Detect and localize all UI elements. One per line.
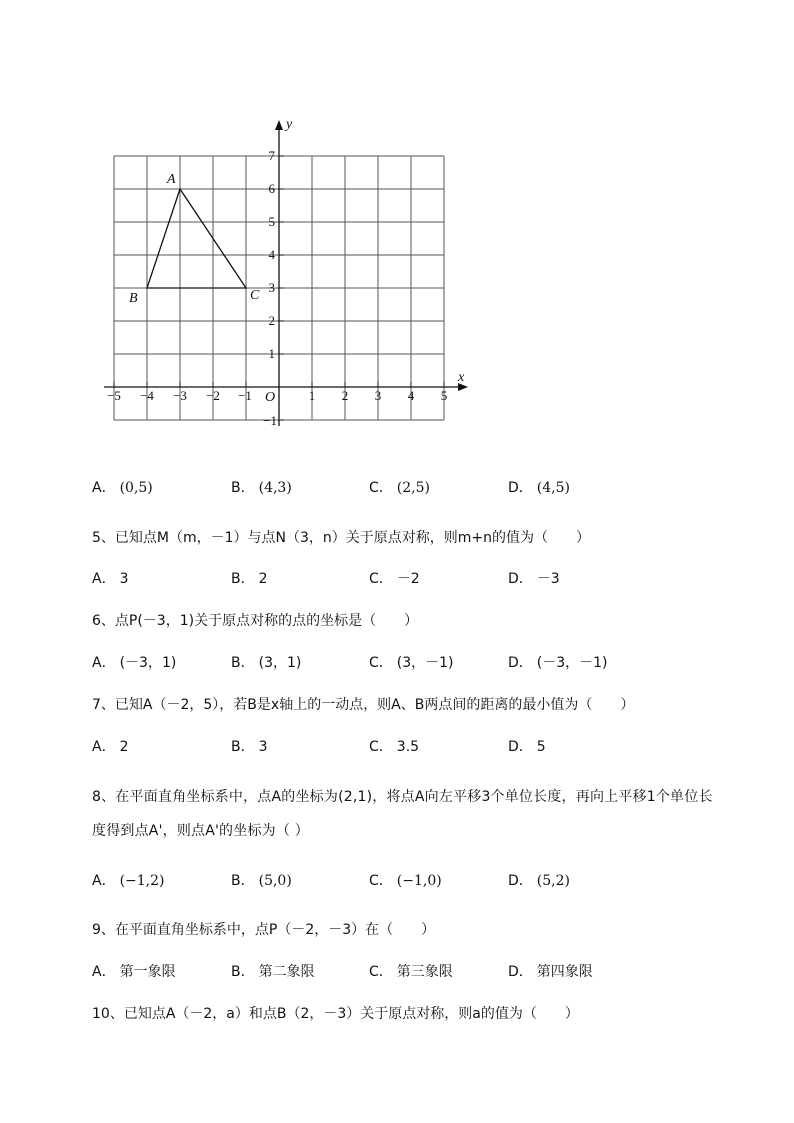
y-tick-label: 7	[268, 148, 275, 163]
q7-option-d[interactable]	[508, 736, 546, 756]
option-value: (−1,2)	[119, 873, 165, 889]
q8-option-a[interactable]	[92, 870, 165, 890]
question-8-line-2: 度得到点A'，则点A'的坐标为（ ）	[92, 823, 309, 839]
option-label: B．	[231, 739, 255, 755]
option-value: 2	[258, 571, 268, 587]
option-label: C．	[369, 964, 393, 980]
question-7: 7、已知A（－2，5），若B是x轴上的一动点，则A、B两点间的距离的最小值为（ ）	[92, 697, 635, 713]
origin-label: O	[265, 390, 276, 405]
option-label: A．	[92, 480, 116, 496]
option-value: (5,2)	[536, 873, 570, 889]
y-axis-label: y	[286, 117, 293, 132]
q9-option-d[interactable]	[508, 961, 593, 981]
option-label: A．	[92, 655, 116, 671]
q5-option-d[interactable]	[508, 568, 560, 588]
q7-option-c[interactable]	[369, 736, 419, 756]
q6-option-d[interactable]	[508, 652, 608, 672]
option-value: 第二象限	[258, 964, 315, 980]
option-label: D．	[508, 571, 533, 587]
option-value: (2,5)	[396, 480, 430, 496]
q7-option-a[interactable]	[92, 736, 129, 756]
question-8-line-1: 8、在平面直角坐标系中，点A的坐标为(2,1)，将点A向左平移3个单位长度，再向上平移1个单位长	[92, 789, 713, 805]
option-label: C．	[369, 873, 393, 889]
point-label-c: C	[250, 288, 260, 303]
option-label: A．	[92, 873, 116, 889]
option-value: (5,0)	[258, 873, 292, 889]
question-6: 6、点P(－3，1)关于原点对称的点的坐标是（ ）	[92, 613, 419, 629]
x-tick-label: 4	[407, 388, 415, 403]
q4-option-b[interactable]	[231, 477, 292, 497]
q4-option-d[interactable]	[508, 477, 570, 497]
y-tick-label: 6	[268, 181, 275, 196]
option-label: D．	[508, 655, 533, 671]
question-9: 9、在平面直角坐标系中，点P（－2，－3）在（ ）	[92, 922, 436, 938]
q7-option-b[interactable]	[231, 736, 268, 756]
x-tick-label: 3	[374, 388, 382, 403]
option-value: 第四象限	[536, 964, 593, 980]
triangle-abc	[147, 189, 246, 288]
option-value: (3，1)	[258, 655, 302, 671]
option-value: －3	[536, 571, 560, 587]
option-label: A．	[92, 571, 116, 587]
question-5: 5、已知点M（m，－1）与点N（3，n）关于原点对称，则m+n的值为（ ）	[92, 530, 591, 546]
option-value: (4,5)	[536, 480, 570, 496]
x-axis-label: x	[458, 370, 465, 385]
option-label: B．	[231, 964, 255, 980]
x-tick-label: −1	[238, 388, 252, 403]
q6-option-a[interactable]	[92, 652, 176, 672]
option-value: (3，－1)	[396, 655, 454, 671]
x-tick-label: −4	[140, 388, 154, 403]
option-label: B．	[231, 655, 255, 671]
option-label: B．	[231, 571, 255, 587]
option-label: B．	[231, 480, 255, 496]
question-10: 10、已知点A（－2，a）和点B（2，－3）关于原点对称，则a的值为（ ）	[92, 1006, 579, 1022]
option-label: B．	[231, 873, 255, 889]
y-tick-label: 3	[268, 280, 275, 295]
q8-option-c[interactable]	[369, 870, 442, 890]
option-value: 2	[119, 739, 129, 755]
q8-option-b[interactable]	[231, 870, 292, 890]
q4-option-a[interactable]	[92, 477, 153, 497]
option-value: (4,3)	[258, 480, 292, 496]
option-label: C．	[369, 571, 393, 587]
q8-option-d[interactable]	[508, 870, 570, 890]
q6-option-b[interactable]	[231, 652, 301, 672]
option-value: 3	[258, 739, 268, 755]
option-value: 第一象限	[119, 964, 176, 980]
y-tick-label: −1	[263, 413, 277, 428]
q5-option-c[interactable]	[369, 568, 420, 588]
option-value: 第三象限	[396, 964, 453, 980]
x-tick-label: −2	[206, 388, 220, 403]
option-value: (－3，1)	[119, 655, 177, 671]
y-tick-label: 2	[268, 313, 275, 328]
option-value: 3	[119, 571, 129, 587]
option-label: A．	[92, 964, 116, 980]
option-label: A．	[92, 739, 116, 755]
option-label: D．	[508, 964, 533, 980]
q9-option-b[interactable]	[231, 961, 315, 981]
y-tick-label: 4	[268, 247, 275, 262]
option-label: D．	[508, 739, 533, 755]
y-tick-marks	[279, 156, 284, 420]
option-label: C．	[369, 739, 393, 755]
x-tick-label: −3	[173, 388, 187, 403]
option-label: D．	[508, 873, 533, 889]
x-tick-label: 1	[308, 388, 316, 403]
option-value: (−1,0)	[396, 873, 442, 889]
q6-option-c[interactable]	[369, 652, 454, 672]
option-value: －2	[396, 571, 420, 587]
point-label-a: A	[167, 172, 176, 187]
option-value: 3.5	[396, 739, 420, 755]
y-tick-label: 5	[268, 214, 275, 229]
x-tick-label: 5	[440, 388, 448, 403]
x-tick-label: −5	[107, 388, 121, 403]
option-label: C．	[369, 655, 393, 671]
option-label: C．	[369, 480, 393, 496]
q9-option-a[interactable]	[92, 961, 176, 981]
x-tick-label: 2	[341, 388, 349, 403]
coordinate-figure	[0, 0, 794, 450]
option-value: (0,5)	[119, 480, 153, 496]
y-tick-label: 1	[268, 346, 275, 361]
point-label-b: B	[129, 291, 138, 306]
y-axis-arrow-icon	[275, 120, 283, 130]
option-value: (－3，－1)	[536, 655, 608, 671]
q9-option-c[interactable]	[369, 961, 453, 981]
q4-option-c[interactable]	[369, 477, 430, 497]
option-value: 5	[536, 739, 546, 755]
option-label: D．	[508, 480, 533, 496]
q5-option-a[interactable]	[92, 568, 129, 588]
q5-option-b[interactable]	[231, 568, 268, 588]
